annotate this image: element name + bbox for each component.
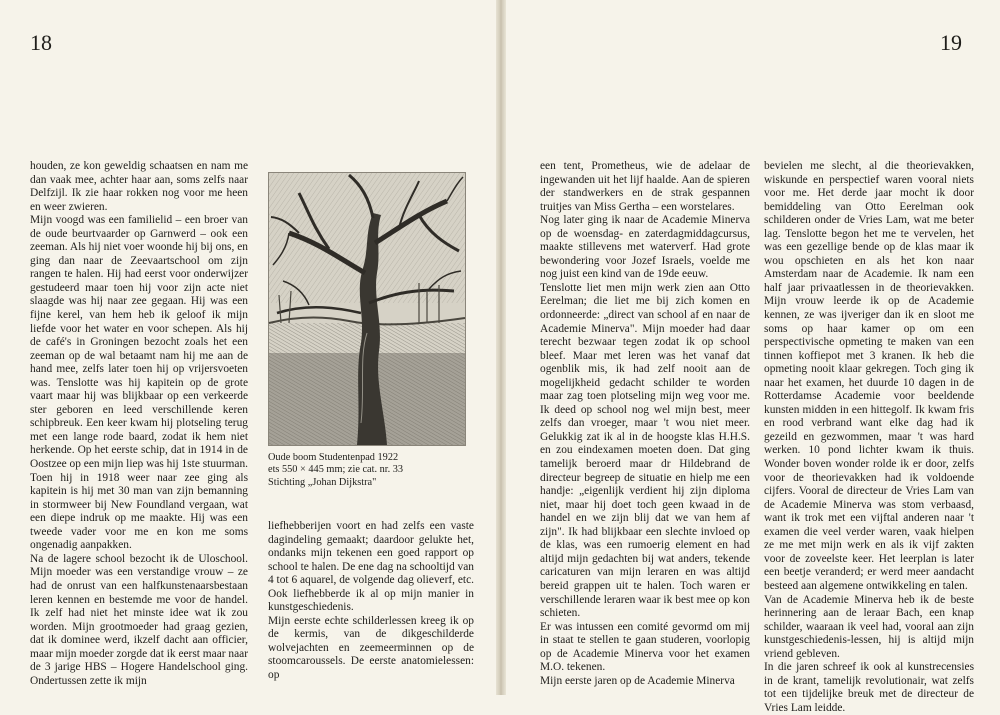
old-tree-etching (269, 173, 465, 445)
right-page-column-2 (764, 160, 974, 714)
paragraph: Er was intussen een comité gevormd om mij in staat te stellen te gaan studeren, voorlopig op de Academie Minerva voor het examen M.O. tekenen. (540, 620, 750, 674)
paragraph: Mijn eerste echte schilderlessen kreeg ik op de kermis, van de dikgeschilderde wolvejachten en zeemeerminnen op de stoomcaroussels. De eerste anatomielessen: op (268, 614, 474, 682)
paragraph: bevielen me slecht, al die theorievakken, wiskunde en perspectief waren vooral niets voor me. Het derde jaar mocht ik door bemiddeling van Otto Eerelman ook schilderen onder de Vries Lam, wat me beter lag. Tenslotte begon het me te vervelen, het was een gezellige bende op de klas maar ik wou opschieten en als het kon naar Amsterdam naar de Academie. Ik nam een half jaar privaatlessen in de theorievakken. Mijn vrouw leerde ik op de Academie kennen, ze was ijveriger dan ik en sloot me soms op haar kamer op om een perspectivische opmeting te maken van een tinnen koffiepot met 3 kranen. Ik heb die opmeting nooit klaar gekregen. Toch ging ik naar het examen, het duurde 10 dagen in de Rotterdamse Academie voor beeldende kunsten midden in een hittegolf. Ik kwam fris en rood verbrand want elke dag had ik gezeild en gezwommen, maar 't was hard werken. 10 pond lichter kwam ik thuis. Wonder boven wonder rolde ik er door, zelfs voor de theorievakken had ik voldoende cijfers. Vooral de directeur de Vries Lam van de Academie Minerva was stom verbaasd, want ik trok met een vijftal anderen naar 't examen die veel verder waren, vaak hielpen ze me met mijn werk en als ik vijf zakten voor de zoveelste keer. Het leerplan is later een beetje veranderd; er werd meer aandacht besteed aan algemene ontwikkeling en talen. (764, 160, 974, 592)
etching-illustration (268, 172, 466, 446)
caption-line: Stichting „Johan Dijkstra" (268, 476, 377, 488)
paragraph: liefhebberijen voort en had zelfs een vaste dagindeling gemaakt; daardoor gelukte het, ondanks mijn tekenen een goed rapport op school te halen. De ene dag na schooltijd van 4 tot 6 aquarel, de volgende dag olieverf, etc. Ook liefhebberde ik al op mijn manier in kunstgeschiedenis. (268, 520, 474, 614)
paragraph: Nog later ging ik naar de Academie Minerva op de woensdag- en zaterdagmiddagcursus, maakte stillevens met waterverf. Had grote bewondering voor Jozef Israels, voelde me nog juist een kind van de 19de eeuw. (540, 214, 750, 281)
book-gutter (496, 0, 506, 695)
illustration-caption (268, 452, 468, 489)
paragraph: Mijn eerste jaren op de Academie Minerva (540, 674, 735, 687)
paragraph: Tenslotte liet men mijn werk zien aan Otto Eerelman; die liet me bij zich komen en ordonneerde: „direct van school af en naar de Academie Minerva". Mijn moeder had daar terecht bezwaar tegen zodat ik op school bleef. Maar met leren was het vanaf dat ogenblik mis, ik had zelf nooit aan de mogelijkheid gedacht schilder te worden maar zag toen plotseling mijn weg voor me. Ik deed op school nog wel mijn best, meer zelfs dan vroeger, maar 't wou niet meer. Gelukkig zat ik al in de hoogste klas H.H.S. en zou eindexamen moeten doen. Dat ging tamelijk beroerd maar dr Hildebrand de directeur begreep de situatie en hielp me een handje: „eigenlijk verdient hij zijn diploma niet, maar hij doet toch geen kwaad in de handel en we zijn blij dat we van hem af zijn". Ik had blijkbaar een slechte invloed op de klas, was een rumoerig element en had altijd mijn gedachten bij wat anders, tekende caricaturen van mijn leraren en was altijd bereid grappen uit te halen. Toch waren er verschillende leraren waar ik best mee op kon schieten. (540, 281, 750, 620)
paragraph: een tent, Prometheus, wie de adelaar de ingewanden uit het lijf haalde. Aan de spieren der standwerkers en de strak gespannen truitjes van Miss Gertha – een worstelares. (540, 160, 750, 213)
paragraph: Van de Academie Minerva heb ik de beste herinnering aan de leraar Bach, een knap schilder, waaraan ik veel had, vooral aan zijn kunstgeschiedenis-lessen, hij is altijd mijn vriend gebleven. (764, 593, 974, 660)
caption-line: Oude boom Studentenpad 1922 (268, 452, 399, 463)
page-number-left: 18 (30, 30, 52, 55)
paragraph: Na de lagere school bezocht ik de Uloschool. Mijn moeder was een verstandige vrouw – ze had de onrust van een halfkunstenaarsbestaan leren kennen en bestemde me voor de handel. Ik zelf had niet het minste idee wat ik zou worden. Mijn grootmoeder had graag gezien, dat ik dominee werd, ikzelf dacht aan officier, maar mijn moeder zorgde dat ik eerst maar naar de 3 jarige HBS – Hogere Handelschool ging. Ondertussen zette ik mijn (30, 552, 249, 687)
right-page-column-1 (540, 160, 750, 687)
page-number-right: 19 (940, 30, 962, 55)
paragraph: In die jaren schreef ik ook al kunstrecensies in de krant, tamelijk revolutionair, wat zelfs tot een tijdelijke breuk met de directeur de Vries Lam leidde. (764, 661, 974, 714)
caption-line: ets 550 × 445 mm; zie cat. nr. 33 (268, 464, 404, 476)
paragraph: houden, ze kon geweldig schaatsen en nam me dan vaak mee, achter haar aan, soms zelfs naar Delfzijl. Ik zie haar rokken nog voor me heen en weer zwieren. (30, 160, 248, 213)
left-page-column-2 (268, 520, 474, 685)
left-page-column-1 (30, 160, 249, 687)
paragraph: Mijn voogd was een familielid – een broer van de oude beurtvaarder op Garnwerd – ook een zeeman. Als hij niet voer woonde hij bij ons, en ging dan naar de Zeevaartschool om zijn rangen te halen. Hij had eerst voor onderwijzer gestudeerd maar toen hij voor zijn acte niet slaagde was hij naar zee gegaan. Hij was een fijne kerel, van hem heb ik geloof ik mijn liefde voor het water en voor schepen. Als hij de café's in Groningen bezocht zoals het een zeeman op de wal betaamt nam hij me aan de hand mee, zelfs later toen hij op vrijersvoeten was. Tenslotte was hij kapitein op de grote vaart maar hij was blijkbaar op een verkeerde ster geboren en leed verschillende keren schipbreuk. Een keer kwam hij plotseling terug met een lange rode baard, zodat ik hem niet herkende. Op het eerste schip, dat in 1914 in de Oostzee op een mijn liep was hij 1ste stuurman. Toen hij in 1918 weer naar zee ging als kapitein is hij met 30 man van zijn bemanning in stormweer bij New Foundland vergaan, wat een diepe indruk op me maakte. Hij was een tweede vader voor me en kon me soms ongenadig aanpakken. (30, 214, 248, 552)
